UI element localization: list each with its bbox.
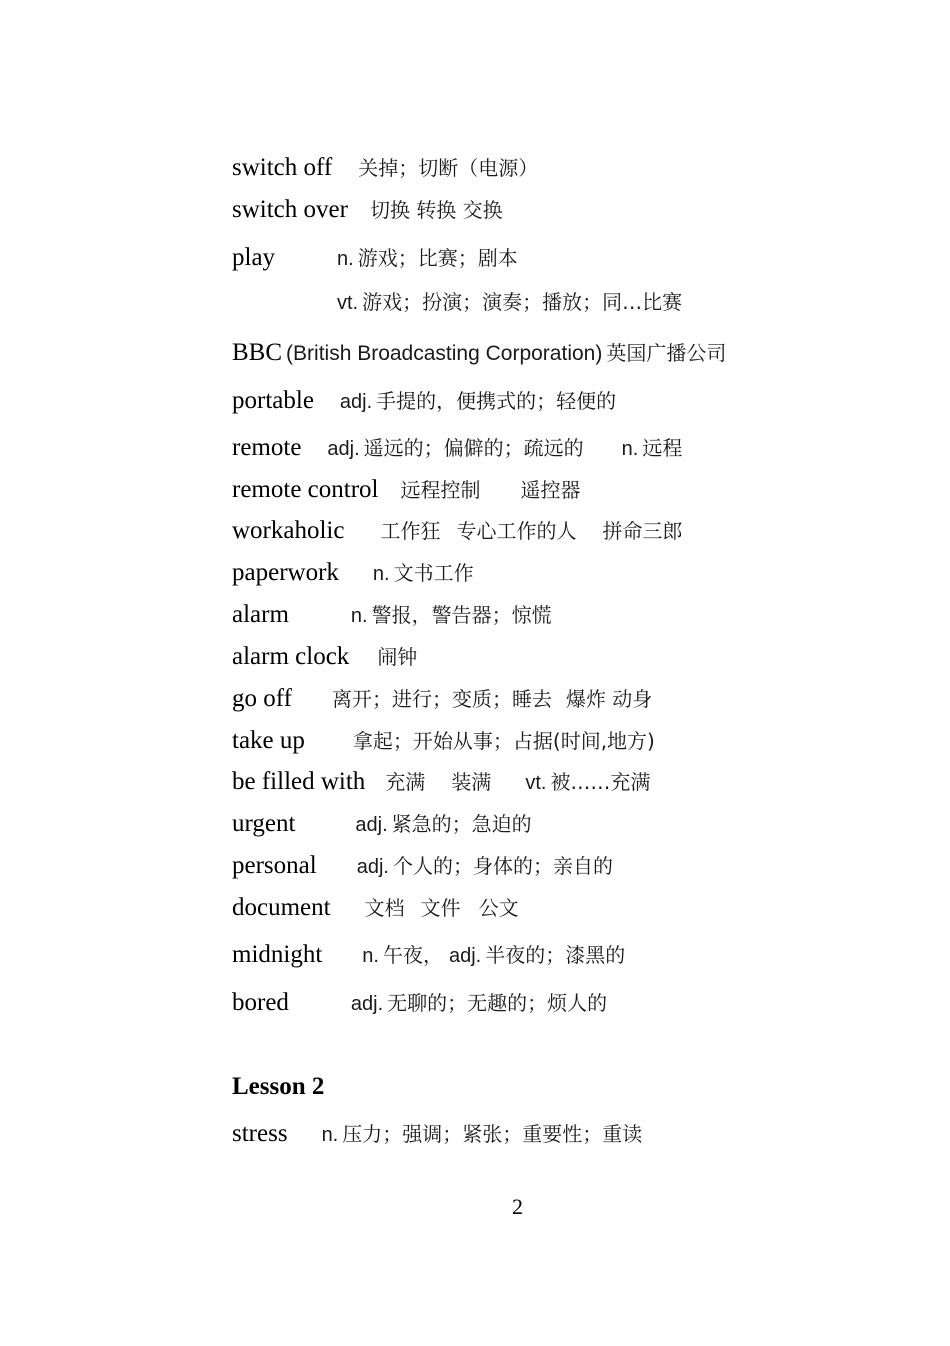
vocab-definition: 午夜， xyxy=(382,943,443,967)
vocab-entry xyxy=(232,245,518,270)
vocab-definition: 无聊的；无趣的；烦人的 xyxy=(387,991,608,1015)
vocab-definition: 手提的，便携式的；轻便的 xyxy=(376,389,617,413)
vocab-definition: 公文 xyxy=(478,896,519,920)
vocab-definition: 遥远的；偏僻的；疏远的 xyxy=(363,436,584,460)
vocab-definition: 半夜的；漆黑的 xyxy=(485,943,626,967)
part-of-speech: adj. xyxy=(327,438,360,460)
part-of-speech: n. xyxy=(350,605,368,627)
vocab-entry xyxy=(232,477,580,502)
vocab-entry xyxy=(232,340,726,365)
part-of-speech: adj. xyxy=(356,856,389,878)
vocab-term: remote control xyxy=(232,476,379,503)
vocab-definition: 远程控制 xyxy=(400,478,481,502)
vocab-definition: 拿起；开始从事；占据(时间,地方) xyxy=(352,729,655,753)
part-of-speech: vt. xyxy=(337,292,359,314)
vocab-definition: 英国广播公司 xyxy=(606,341,727,365)
part-of-speech: adj. xyxy=(350,993,384,1015)
part-of-speech: adj. xyxy=(355,814,388,836)
page-number: 2 xyxy=(512,1194,523,1219)
vocab-definition: 被……充满 xyxy=(550,770,651,794)
vocab-entry xyxy=(232,895,519,920)
vocab-definition: 充满 xyxy=(385,770,426,794)
vocab-entry xyxy=(232,644,417,669)
vocab-term: switch over xyxy=(232,196,348,223)
vocab-definition: 警报，警告器；惊慌 xyxy=(371,603,552,627)
vocab-definition: 爆炸 动身 xyxy=(565,687,653,711)
vocab-definition: 闹钟 xyxy=(377,645,418,669)
vocab-entry xyxy=(232,686,652,711)
vocab-definition: 拼命三郎 xyxy=(602,519,683,543)
vocab-entry xyxy=(232,388,616,413)
vocab-entry xyxy=(232,853,613,878)
vocab-definition: 紧急的；急迫的 xyxy=(391,812,532,836)
vocab-definition: 压力；强调；紧张；重要性；重读 xyxy=(342,1122,643,1146)
vocab-entry xyxy=(232,990,607,1015)
part-of-speech: n. xyxy=(362,945,379,967)
vocab-definition: 游戏；扮演；演奏；播放；同…比赛 xyxy=(362,290,683,314)
part-of-speech: n. xyxy=(621,438,639,460)
vocab-entry xyxy=(232,769,650,794)
vocab-definition: 专心工作的人 xyxy=(456,519,577,543)
vocab-definition: 文书工作 xyxy=(393,561,474,585)
vocab-definition: 关掉；切断（电源） xyxy=(358,156,539,180)
vocab-definition: 游戏；比赛；剧本 xyxy=(357,246,518,270)
part-of-speech: n. xyxy=(321,1124,339,1146)
vocab-term: workaholic xyxy=(232,517,345,544)
vocab-term: remote xyxy=(232,434,302,461)
vocab-term: be filled with xyxy=(232,768,366,795)
vocab-term: paperwork xyxy=(232,559,339,586)
vocab-entry xyxy=(232,1121,642,1146)
vocab-term: stress xyxy=(232,1120,288,1147)
vocab-term: play xyxy=(232,244,276,271)
vocab-entry xyxy=(232,197,503,222)
vocab-entry xyxy=(232,942,625,967)
vocab-entry xyxy=(232,602,552,627)
lesson-heading: Lesson 2 xyxy=(232,1073,325,1100)
vocab-definition: 远程 xyxy=(642,436,683,460)
vocab-term: BBC xyxy=(232,339,283,366)
vocab-definition: 文档 xyxy=(364,896,405,920)
vocab-entry xyxy=(232,560,474,585)
vocab-term: alarm clock xyxy=(232,643,350,670)
vocab-term: go off xyxy=(232,685,292,712)
vocab-term: midnight xyxy=(232,941,323,968)
vocab-entry xyxy=(232,435,682,460)
vocab-entry xyxy=(232,518,682,543)
vocab-definition: 装满 xyxy=(451,770,492,794)
vocab-term: document xyxy=(232,894,331,921)
vocab-definition: 离开；进行；变质；睡去 xyxy=(331,687,552,711)
part-of-speech: n. xyxy=(337,248,354,270)
vocab-definition: 个人的；身体的；亲自的 xyxy=(392,854,613,878)
part-of-speech: n. xyxy=(372,563,390,585)
vocab-entry xyxy=(232,811,532,836)
part-of-speech: vt. xyxy=(525,772,547,794)
vocab-definition: 工作狂 xyxy=(380,519,441,543)
vocab-entry xyxy=(232,728,655,753)
vocab-definition: 切换 转换 交换 xyxy=(369,198,503,222)
vocab-term: alarm xyxy=(232,601,289,628)
vocab-term: take up xyxy=(232,727,305,754)
vocab-entry-continuation xyxy=(337,292,682,313)
vocab-term: switch off xyxy=(232,154,333,181)
vocab-term: urgent xyxy=(232,810,296,837)
vocab-definition: 文件 xyxy=(420,896,461,920)
part-of-speech: adj. xyxy=(448,945,482,967)
part-of-speech: adj. xyxy=(339,391,373,413)
vocab-term: bored xyxy=(232,989,289,1016)
vocab-term: personal xyxy=(232,852,317,879)
vocab-expansion: (British Broadcasting Corporation) xyxy=(286,342,603,365)
vocab-entry xyxy=(232,155,538,180)
vocab-definition: 遥控器 xyxy=(520,478,581,502)
vocab-term: portable xyxy=(232,387,314,414)
